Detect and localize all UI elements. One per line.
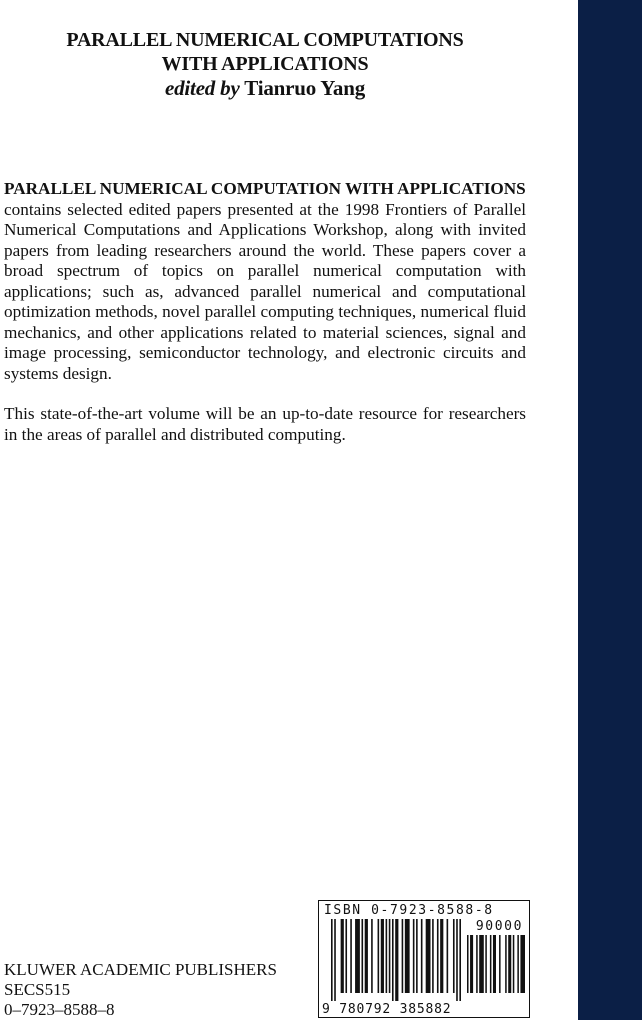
publisher-block — [4, 960, 277, 1020]
edited-by-label: edited by — [165, 76, 240, 100]
description-body: contains selected edited papers presented at the 1998 Frontiers of Parallel Numerical Computations and Applications Workshop, along with invited papers from leading researchers around the world. These papers cover a broad spectrum of topics on parallel numerical computation with applications; such as, advanced parallel numerical and computational optimization methods, novel parallel computing techniques, numerical fluid mechanics, and other applications related to material sciences, signal and image processing, semiconductor technology, and electronic circuits and systems design. — [4, 199, 526, 383]
barcode-addon-number: 90000 — [475, 919, 523, 934]
title-block — [0, 28, 530, 100]
isbn-plain: 0–7923–8588–8 — [4, 1000, 115, 1019]
description-blurb — [4, 179, 526, 445]
barcode — [318, 900, 530, 1018]
barcode-ean-number: 9 780792 385882 — [322, 1002, 452, 1017]
closing-paragraph: This state-of-the-art volume will be an up-to-date resource for researchers in the areas of parallel and distributed computing. — [4, 404, 526, 444]
editor-line — [0, 76, 530, 100]
book-title-line-1: PARALLEL NUMERICAL COMPUTATIONS — [66, 29, 464, 51]
series-code: SECS515 — [4, 980, 71, 999]
spine-color-band — [578, 0, 642, 1020]
barcode-main-bars — [331, 919, 461, 1001]
book-title-line-2: WITH APPLICATIONS — [161, 53, 369, 75]
barcode-addon-bars — [467, 935, 525, 1001]
publisher-name: KLUWER ACADEMIC PUBLISHERS — [4, 960, 277, 979]
description-paragraph — [4, 179, 526, 384]
description-lead: PARALLEL NUMERICAL COMPUTATION WITH APPLICATIONS — [4, 179, 526, 198]
barcode-isbn-label: ISBN 0-7923-8588-8 — [324, 903, 494, 918]
editor-name: Tianruo Yang — [244, 76, 365, 100]
